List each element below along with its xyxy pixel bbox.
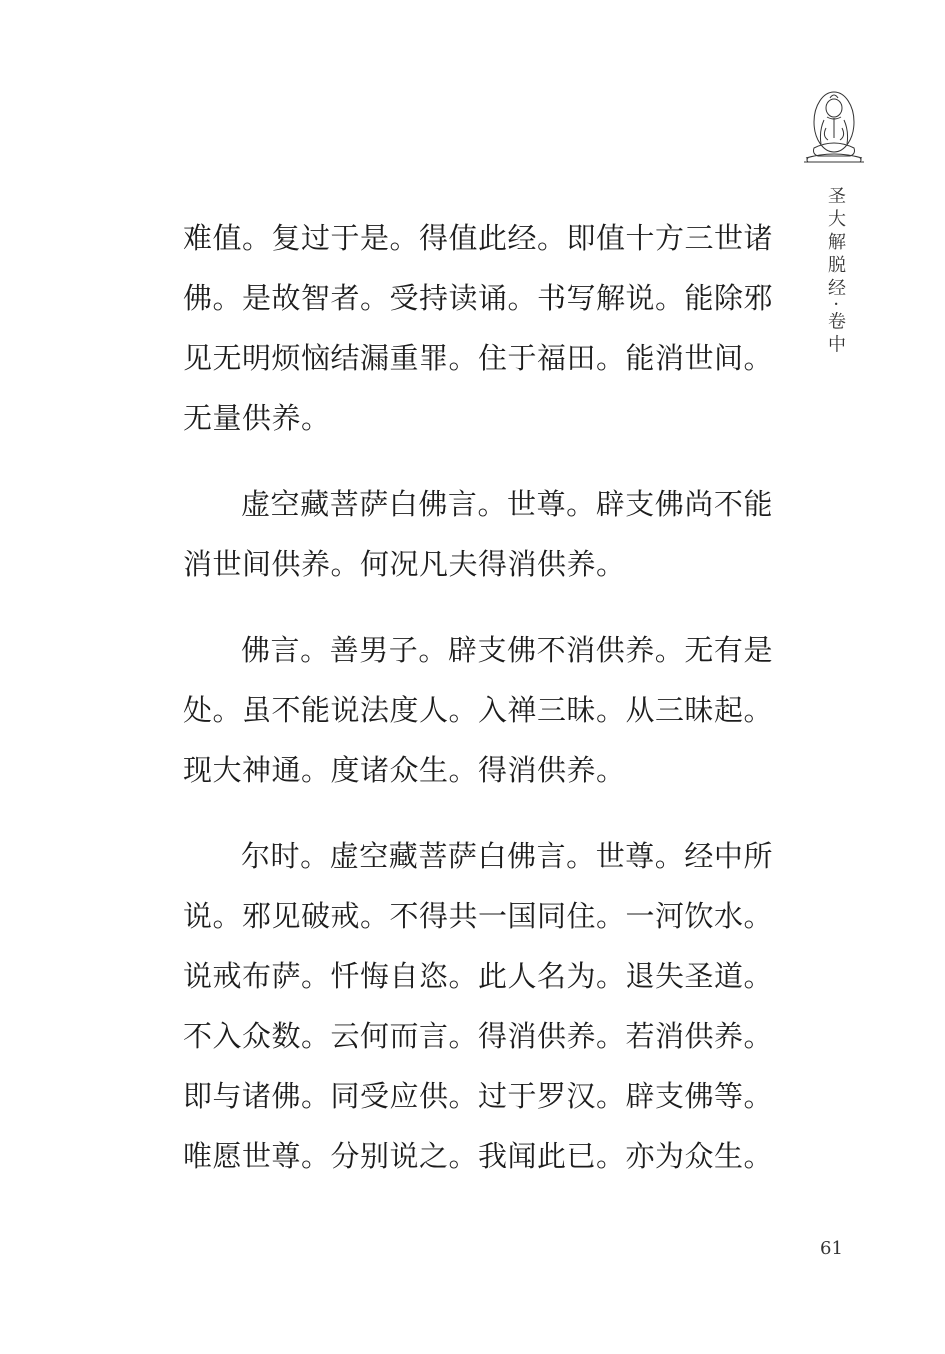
paragraph-1: 难值。复过于是。得值此经。即值十方三世诸佛。是故智者。受持读诵。书写解说。能除邪见无明烦恼结漏重罪。住于福田。能消世间。无量供养。: [183, 221, 774, 435]
running-head: 圣大解脱经·卷中: [825, 186, 846, 358]
paragraph-3: 佛言。善男子。辟支佛不消供养。无有是处。虽不能说法度人。入禅三昧。从三昧起。现大神通。度诸众生。得消供养。: [183, 633, 774, 787]
paragraph-4: 尔时。虚空藏菩萨白佛言。世尊。经中所说。邪见破戒。不得共一国同住。一河饮水。说戒布萨。忏悔自恣。此人名为。退失圣道。不入众数。云何而言。得消供养。若消供养。即与诸佛。同受应供。过于罗汉。辟支佛等。唯愿世尊。分别说之。我闻此已。亦为众生。: [183, 839, 774, 1173]
page-number: 61: [820, 1238, 843, 1259]
body-text: [183, 208, 773, 1212]
paragraph-2: 虚空藏菩萨白佛言。世尊。辟支佛尚不能消世间供养。何况凡夫得消供养。: [183, 487, 773, 581]
seated-buddha-icon: [798, 86, 870, 168]
